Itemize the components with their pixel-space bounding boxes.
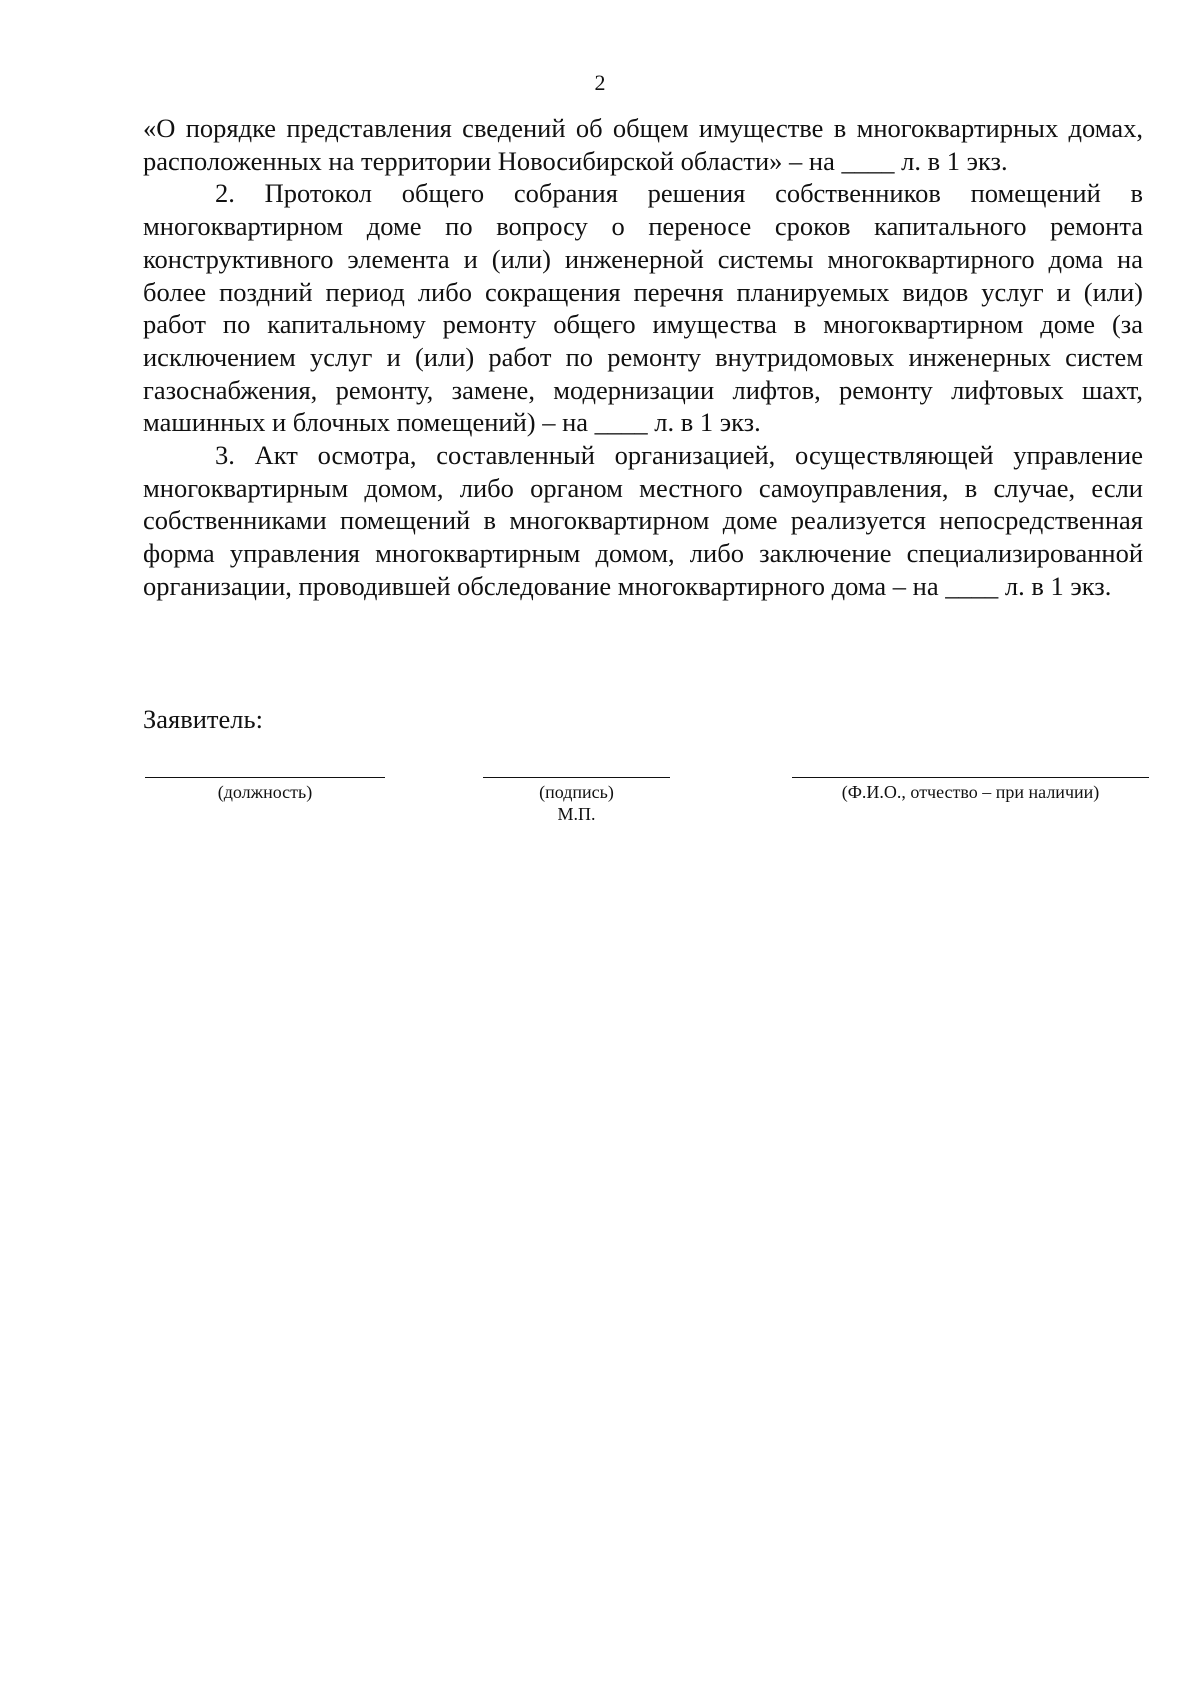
signature-block-position [145,777,385,803]
signature-caption: (подпись) [539,782,614,802]
paragraph-document-title-continuation: «О порядке представления сведений об общем имуществе в многоквартирных домах, расположенных на территории Новосибирской области» – на ____ л. в 1 экз. [143,113,1143,176]
paragraph-item-2: 2. Протокол общего собрания решения собственников помещений в многоквартирном доме по вопросу о переносе сроков капитального ремонта конструктивного элемента и (или) инженерной системы многоквартирного дома на более поздний период либо сокращения перечня планируемых видов услуг и (или) работ по капитальному ремонту общего имущества в многоквартирном доме (за исключением услуг и (или) работ по ремонту внутридомовых инженерных систем газоснабжения, ремонту, замене, модернизации лифтов, ремонту лифтовых шахт, машинных и блочных помещений) – на ____ л. в 1 экз. [143,178,1143,438]
page-number: 2 [594,70,606,95]
signature-block-signature [483,777,670,825]
name-caption: (Ф.И.О., отчество – при наличии) [841,782,1100,802]
paragraph-item-3: 3. Акт осмотра, составленный организацией, осуществляющей управление многоквартирным домом, либо органом местного самоуправления, в случае, если собственниками помещений в многоквартирном доме реализуется непосредственная форма управления многоквартирным домом, либо заключение специализированной организации, проводившей обследование многоквартирного дома – на ____ л. в 1 экз. [143,440,1143,601]
name-blank-line [792,777,1149,778]
signature-block-name [792,777,1149,803]
document-body [143,112,1143,603]
signature-blank-line [483,777,670,778]
applicant-label: Заявитель: [143,704,263,734]
position-caption: (должность) [217,782,313,802]
position-blank-line [145,777,385,778]
stamp-label: М.П. [557,804,596,824]
